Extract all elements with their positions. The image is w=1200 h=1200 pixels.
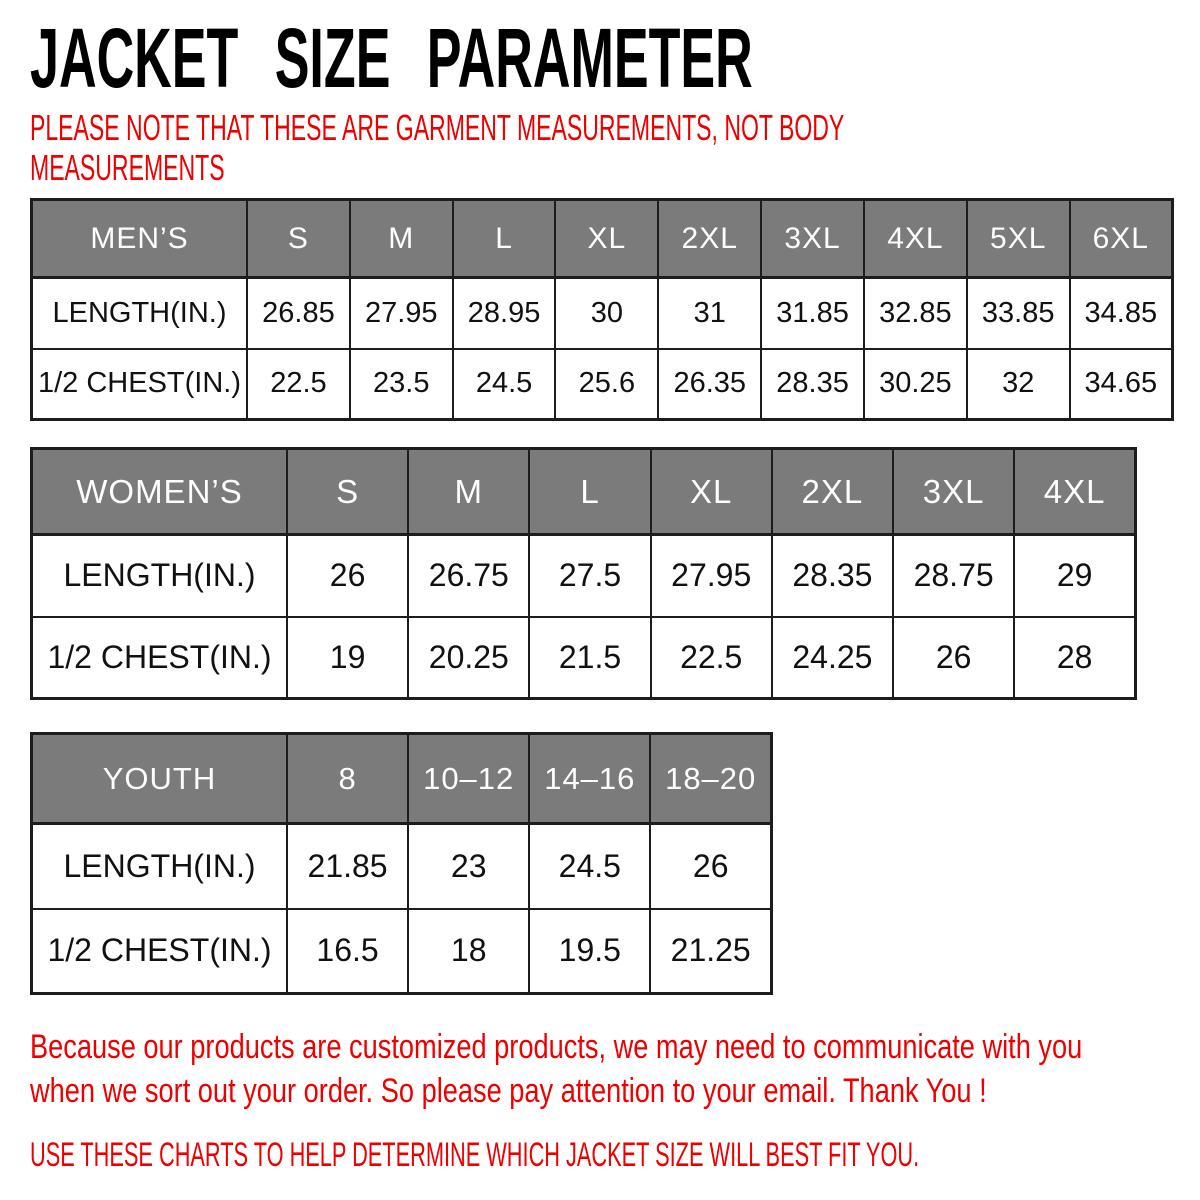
measurement-row [32,909,772,994]
row-label-cell: LENGTH(IN.) [32,535,288,617]
size-value-cell: 28.35 [761,349,864,420]
size-value-cell: 27.95 [350,278,453,349]
size-value-cell: 30 [555,278,658,349]
size-header-cell: M [350,200,453,278]
size-value-cell: 26 [893,617,1014,699]
size-header-cell: 2XL [772,449,893,535]
row-label-cell: 1/2 CHEST(IN.) [32,617,288,699]
garment-measurement-note [30,107,845,188]
size-value-cell: 20.25 [408,617,529,699]
size-value-cell: 22.5 [651,617,772,699]
size-value-cell: 24.5 [529,824,650,909]
size-header-row [32,200,1173,278]
size-value-cell: 31.85 [761,278,864,349]
row-label-cell: 1/2 CHEST(IN.) [32,349,248,420]
size-header-cell: L [529,449,650,535]
row-label-cell: LENGTH(IN.) [32,824,288,909]
size-value-cell: 25.6 [555,349,658,420]
size-header-cell: S [287,449,408,535]
size-value-cell: 24.25 [772,617,893,699]
size-value-cell: 23 [408,824,529,909]
customization-notice [30,1025,1083,1113]
size-header-cell: M [408,449,529,535]
size-header-cell: XL [555,200,658,278]
note-line-1: PLEASE NOTE THAT THESE ARE GARMENT MEASUREMENTS, NOT BODY [30,107,845,148]
row-label-cell: LENGTH(IN.) [32,278,248,349]
size-header-cell: XL [651,449,772,535]
size-value-cell: 31 [658,278,761,349]
youth-size-table [30,732,773,995]
size-value-cell: 29 [1014,535,1135,617]
size-header-cell: 14–16 [529,734,650,824]
size-value-cell: 18 [408,909,529,994]
size-value-cell: 27.95 [651,535,772,617]
measurement-row [32,535,1136,617]
size-value-cell: 33.85 [967,278,1070,349]
mens-size-table [30,198,1174,421]
size-value-cell: 34.85 [1070,278,1173,349]
size-value-cell: 28.75 [893,535,1014,617]
measurement-row [32,824,772,909]
table-title-cell: MEN’S [32,200,248,278]
size-value-cell: 28.95 [453,278,556,349]
measurement-row [32,617,1136,699]
size-header-cell: 8 [287,734,408,824]
size-value-cell: 27.5 [529,535,650,617]
size-value-cell: 32.85 [864,278,967,349]
size-header-cell: L [453,200,556,278]
size-chart-advice: USE THESE CHARTS TO HELP DETERMINE WHICH JACKET SIZE WILL BEST FIT YOU. [30,1136,920,1174]
customization-notice-line-1: Because our products are customized products, we may need to communicate with you [30,1028,1083,1066]
size-value-cell: 21.85 [287,824,408,909]
size-value-cell: 32 [967,349,1070,420]
size-header-cell: 3XL [761,200,864,278]
size-header-cell: 4XL [1014,449,1135,535]
page-title: JACKET SIZE PARAMETER [30,11,753,105]
size-value-cell: 16.5 [287,909,408,994]
table-title-cell: YOUTH [32,734,288,824]
size-header-row [32,449,1136,535]
size-header-cell: 4XL [864,200,967,278]
size-value-cell: 23.5 [350,349,453,420]
size-value-cell: 28 [1014,617,1135,699]
measurement-row [32,349,1173,420]
size-header-cell: 10–12 [408,734,529,824]
size-value-cell: 24.5 [453,349,556,420]
table-title-cell: WOMEN’S [32,449,288,535]
size-header-cell: 6XL [1070,200,1173,278]
size-header-cell: 18–20 [650,734,771,824]
size-value-cell: 19.5 [529,909,650,994]
size-header-cell: 2XL [658,200,761,278]
size-value-cell: 28.35 [772,535,893,617]
size-value-cell: 26 [287,535,408,617]
size-value-cell: 22.5 [247,349,350,420]
womens-size-table [30,447,1137,700]
size-value-cell: 26.35 [658,349,761,420]
measurement-row [32,278,1173,349]
size-header-cell: 5XL [967,200,1070,278]
size-value-cell: 21.25 [650,909,771,994]
size-header-row [32,734,772,824]
note-line-2: MEASUREMENTS [30,147,225,188]
size-value-cell: 21.5 [529,617,650,699]
customization-notice-line-2: when we sort out your order. So please pay attention to your email. Thank You ! [30,1072,987,1110]
size-header-cell: 3XL [893,449,1014,535]
size-value-cell: 26.75 [408,535,529,617]
jacket-size-chart-page [0,11,1200,1200]
row-label-cell: 1/2 CHEST(IN.) [32,909,288,994]
size-header-cell: S [247,200,350,278]
size-value-cell: 34.65 [1070,349,1173,420]
size-value-cell: 30.25 [864,349,967,420]
size-value-cell: 26.85 [247,278,350,349]
size-value-cell: 26 [650,824,771,909]
size-value-cell: 19 [287,617,408,699]
